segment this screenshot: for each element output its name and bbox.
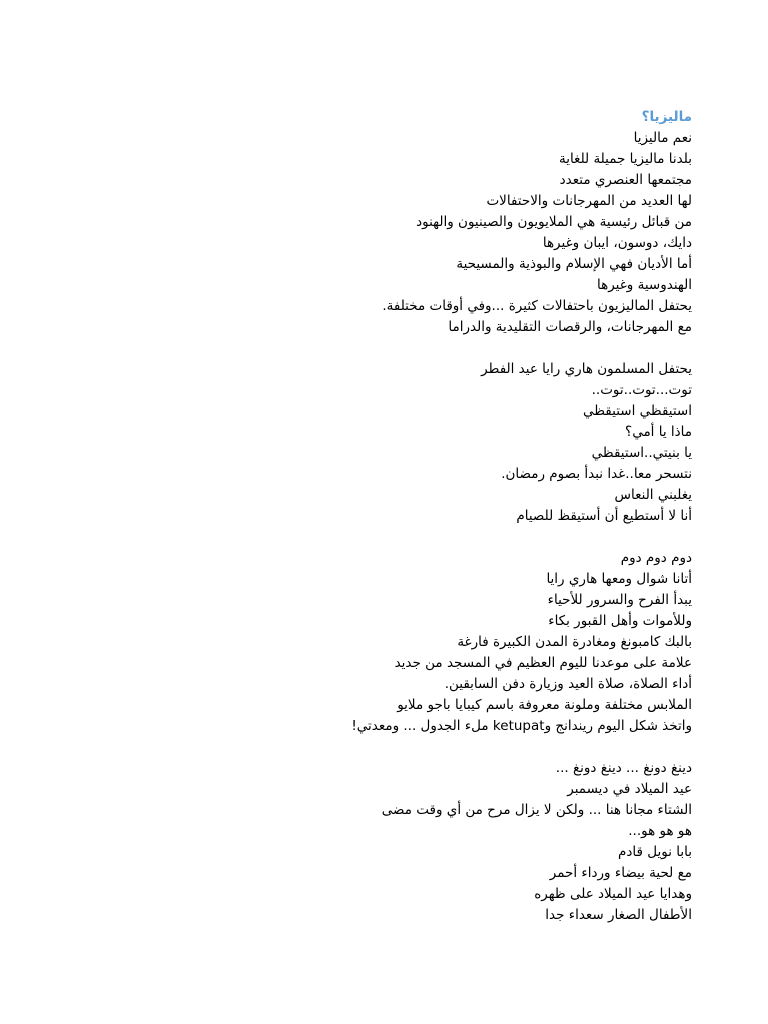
poem-line: يغلبني النعاس: [614, 487, 692, 503]
poem-line: عيد الميلاد في ديسمبر: [567, 781, 692, 797]
stanza-1: [230, 128, 692, 338]
poem-line: لها العديد من المهرجانات والاحتفالات: [486, 193, 692, 209]
poem-line: الشتاء مجانا هنا ... ولكن لا يزال مرح من أي وقت مضى: [381, 802, 692, 818]
stanza-gap: [230, 527, 692, 548]
poem-line: من قبائل رئيسية هي الملايويون والصينيون والهنود: [416, 214, 692, 230]
document-body: [230, 106, 692, 926]
poem-line: دوم دوم دوم: [620, 550, 692, 566]
poem-line: بابا نويل قادم: [618, 844, 692, 860]
poem-line: أتانا شوال ومعها هاري رايا: [546, 571, 692, 587]
poem-line: يا بنيتي..استيقظي: [591, 445, 692, 461]
poem-line: مجتمعها العنصري متعدد: [559, 172, 692, 188]
poem-line: مع المهرجانات، والرقصات التقليدية والدراما: [448, 319, 692, 335]
poem-line: واتخذ شكل اليوم ريندانج وketupat ملء الجدول ... ومعدتي!: [351, 718, 692, 734]
poem-line: أما الأديان فهي الإسلام والبوذية والمسيحية: [456, 256, 692, 272]
poem-line: يحتفل الماليزيون باحتفالات كثيرة ...وفي أوقات مختلفة.: [382, 298, 692, 314]
poem-line: نتسحر معا..غدا نبدأ بصوم رمضان.: [501, 466, 692, 482]
poem-line: يبدأ الفرح والسرور للأحياء: [547, 592, 692, 608]
poem-line: أداء الصلاة، صلاة العيد وزيارة دفن السابقين.: [444, 676, 692, 692]
poem-line: وللأموات وأهل القبور بكاء: [548, 613, 692, 629]
poem-line: ماذا يا أمي؟: [625, 424, 692, 440]
poem-line: علامة على موعدنا لليوم العظيم في المسجد من جديد: [394, 655, 692, 671]
poem-line: بالبك كامبونغ ومغادرة المدن الكبيرة فارغة: [457, 634, 692, 650]
poem-title: ماليزيا؟: [641, 109, 692, 125]
poem-line: أنا لا أستطيع أن أستيقظ للصيام: [516, 508, 692, 524]
stanza-4: [230, 758, 692, 926]
poem-line: بلدنا ماليزيا جميلة للغاية: [558, 151, 692, 167]
stanza-3: [230, 548, 692, 737]
poem-line: توت...توت..توت..: [591, 382, 692, 398]
poem-line: نعم ماليزيا: [633, 130, 692, 146]
poem-line: مع لحية بيضاء ورداء أحمر: [549, 865, 692, 881]
poem-line: دينغ دونغ ... دينغ دونغ ...: [555, 760, 692, 776]
poem-line: وهدايا عيد الميلاد على ظهره: [534, 886, 692, 902]
poem-line: هو هو هو...: [628, 823, 692, 839]
poem-line: الأطفال الصغار سعداء جدا: [545, 907, 692, 923]
poem-line: استيقظي استيقظي: [582, 403, 692, 419]
poem-line: يحتفل المسلمون هاري رايا عيد الفطر: [481, 361, 692, 377]
stanza-2: [230, 359, 692, 527]
poem-line: الهندوسية وغيرها: [596, 277, 692, 293]
stanza-gap: [230, 338, 692, 359]
poem-line: الملابس مختلفة وملونة معروفة باسم كيبايا باجو ملايو: [397, 697, 692, 713]
poem-line: دايك، دوسون، ايبان وغيرها: [542, 235, 692, 251]
stanza-gap: [230, 737, 692, 758]
